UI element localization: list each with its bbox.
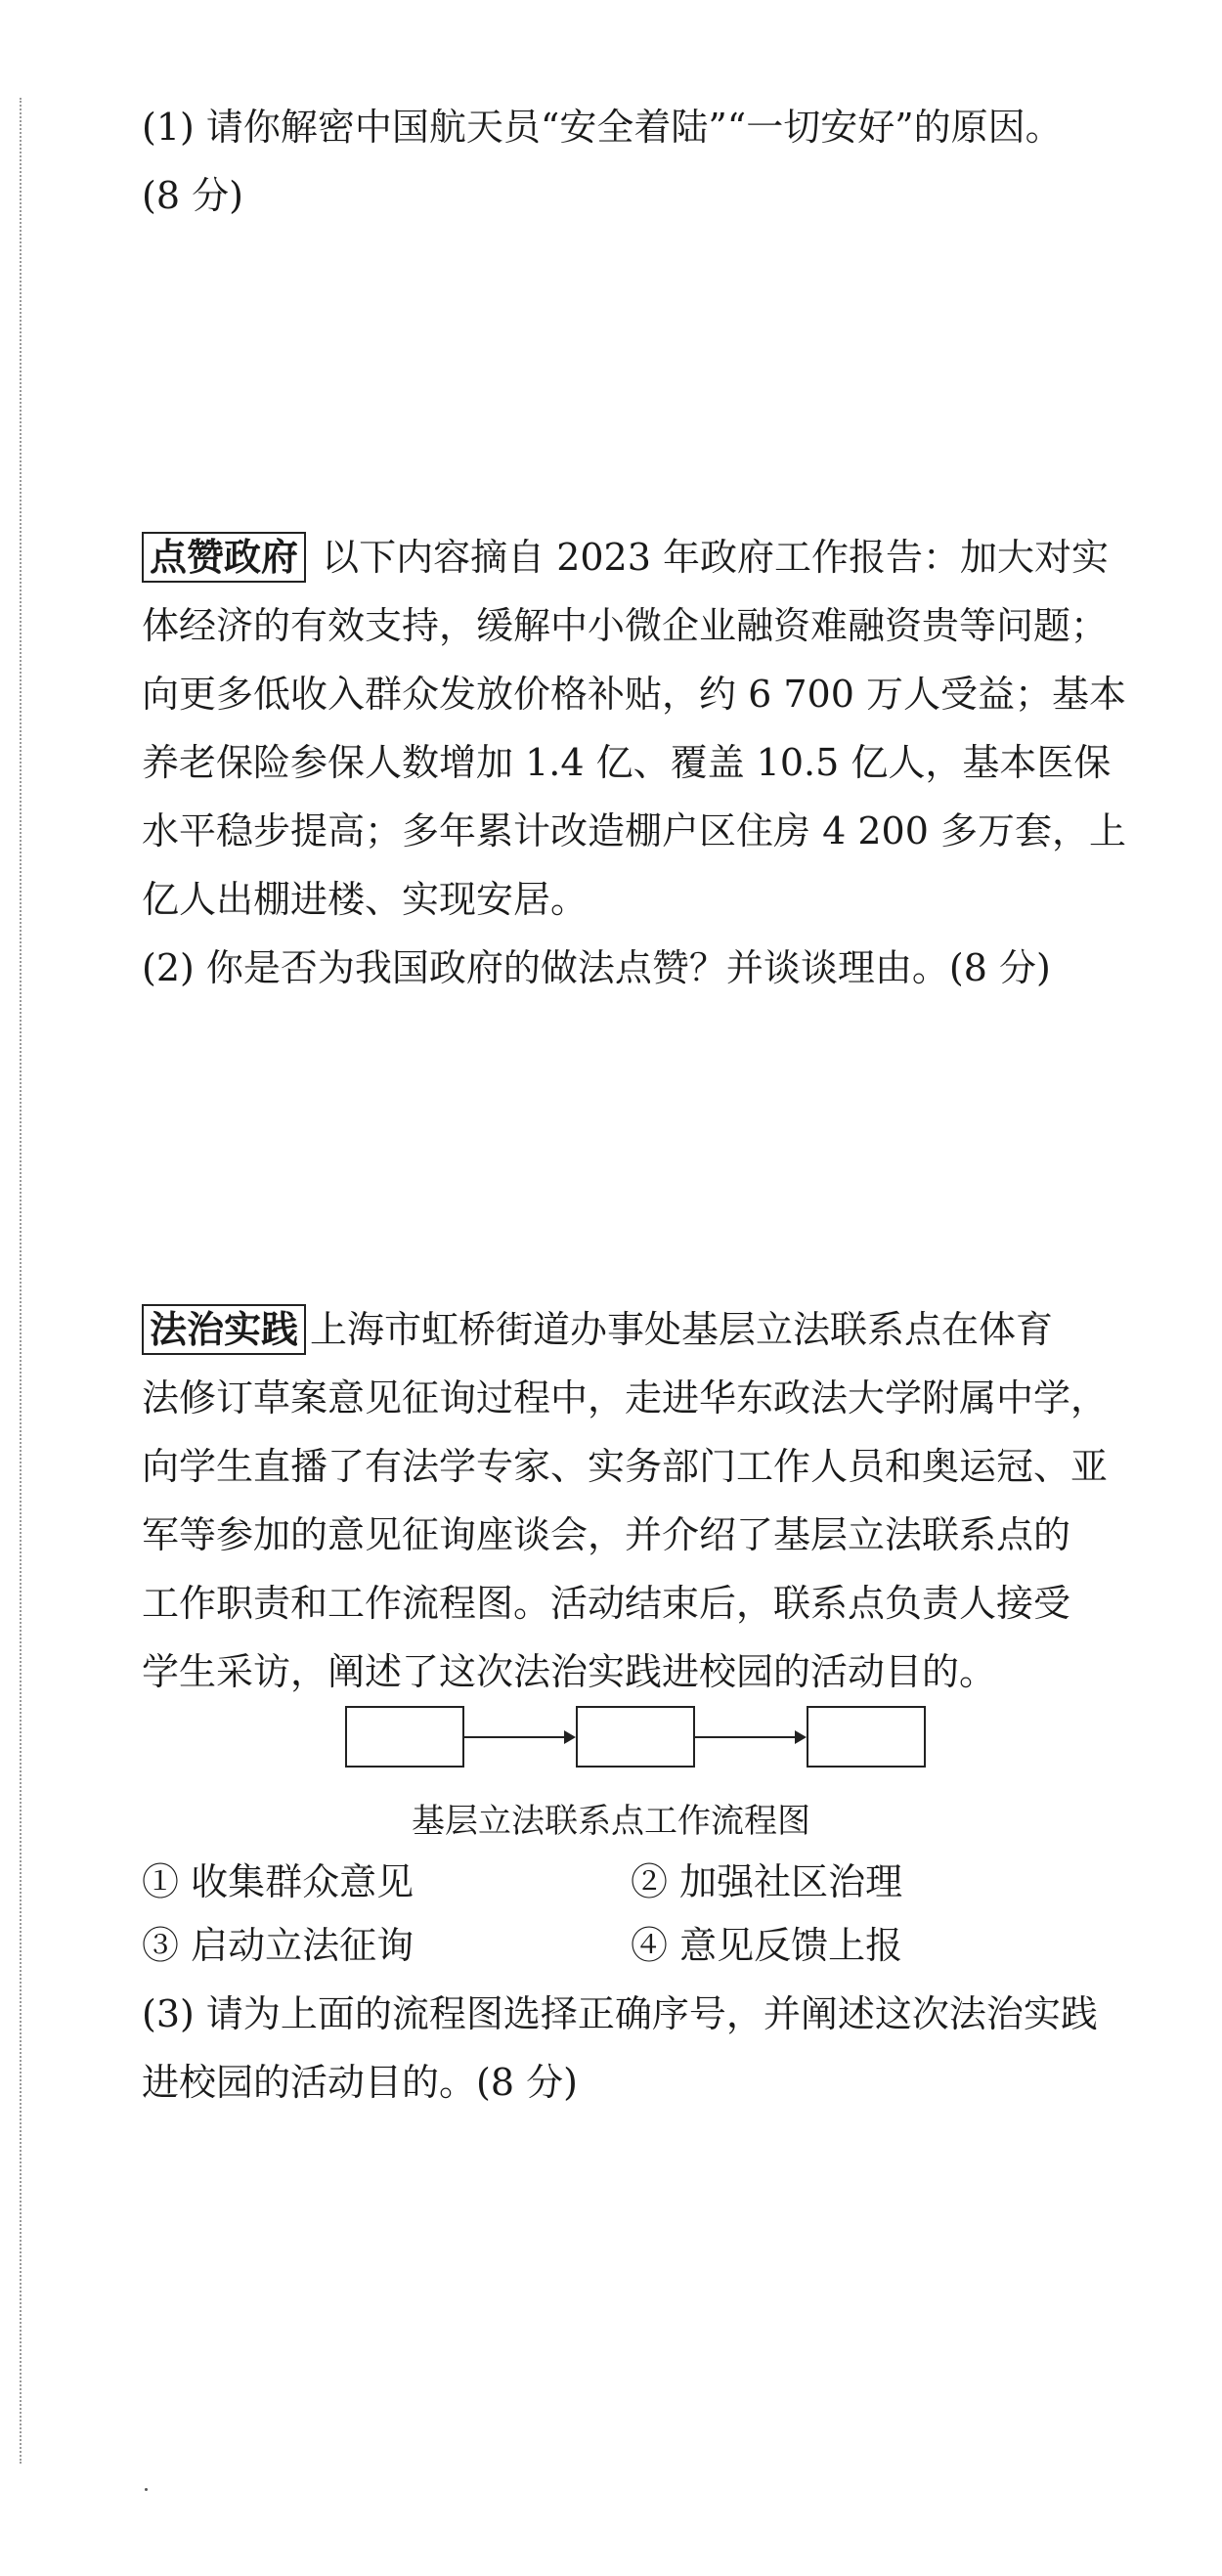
material-line: 向学生直播了有法学专家、实务部门工作人员和奥运冠、亚 — [142, 1445, 1109, 1488]
material-line: 法治实践 上海市虹桥街道办事处基层立法联系点在体育 — [142, 1295, 1158, 1364]
option-2: ② 加强社区治理 — [631, 1860, 903, 1903]
question-3-text-cont: 进校园的活动目的。(8 分) — [142, 2061, 578, 2104]
question-3-material — [142, 1295, 1158, 1706]
question-3 — [142, 1980, 1158, 2117]
flow-box-1 — [345, 1706, 464, 1768]
material-line: 点赞政府 以下内容摘自 2023 年政府工作报告：加大对实 — [142, 523, 1158, 591]
section-tag-dianzan: 点赞政府 — [142, 532, 306, 583]
material-line: 法修订草案意见征询过程中，走进华东政法大学附属中学， — [142, 1376, 1109, 1419]
question-1 — [142, 93, 1158, 230]
section-tag-fazhi: 法治实践 — [142, 1304, 306, 1355]
material-line: 水平稳步提高；多年累计改造棚户区住房 4 200 多万套，上 — [142, 809, 1126, 852]
question-2-material — [142, 523, 1158, 1002]
question-1-score: (8 分) — [142, 174, 243, 217]
flow-box-2 — [576, 1706, 695, 1768]
material-line: 体经济的有效支持，缓解中小微企业融资难融资贵等问题； — [142, 604, 1109, 647]
flow-arrow-1 — [464, 1736, 574, 1738]
material-line: 养老保险参保人数增加 1.4 亿、覆盖 10.5 亿人，基本医保 — [142, 741, 1112, 784]
material-line: 向更多低收入群众发放价格补贴，约 6 700 万人受益；基本 — [142, 673, 1126, 716]
option-3: ③ 启动立法征询 — [142, 1924, 415, 1967]
question-1-text: (1) 请你解密中国航天员“安全着陆”“一切安好”的原因。 — [142, 106, 1063, 149]
question-2-text: (2) 你是否为我国政府的做法点赞？并谈谈理由。(8 分) — [142, 946, 1051, 989]
flow-box-3 — [807, 1706, 926, 1768]
binding-margin-line — [20, 98, 22, 2464]
material-line: 工作职责和工作流程图。活动结束后，联系点负责人接受 — [142, 1582, 1071, 1625]
material-line: 军等参加的意见征询座谈会，并介绍了基层立法联系点的 — [142, 1513, 1071, 1556]
option-1: ① 收集群众意见 — [142, 1860, 415, 1903]
scan-speck — [145, 2488, 148, 2491]
material-line: 学生采访，阐述了这次法治实践进校园的活动目的。 — [142, 1650, 997, 1693]
flow-arrow-2 — [695, 1736, 805, 1738]
material-line: 亿人出棚进楼、实现安居。 — [142, 878, 589, 921]
question-3-text: (3) 请为上面的流程图选择正确序号，并阐述这次法治实践 — [142, 1992, 1098, 2035]
flowchart-caption: 基层立法联系点工作流程图 — [412, 1802, 810, 1841]
option-4: ④ 意见反馈上报 — [631, 1924, 903, 1967]
